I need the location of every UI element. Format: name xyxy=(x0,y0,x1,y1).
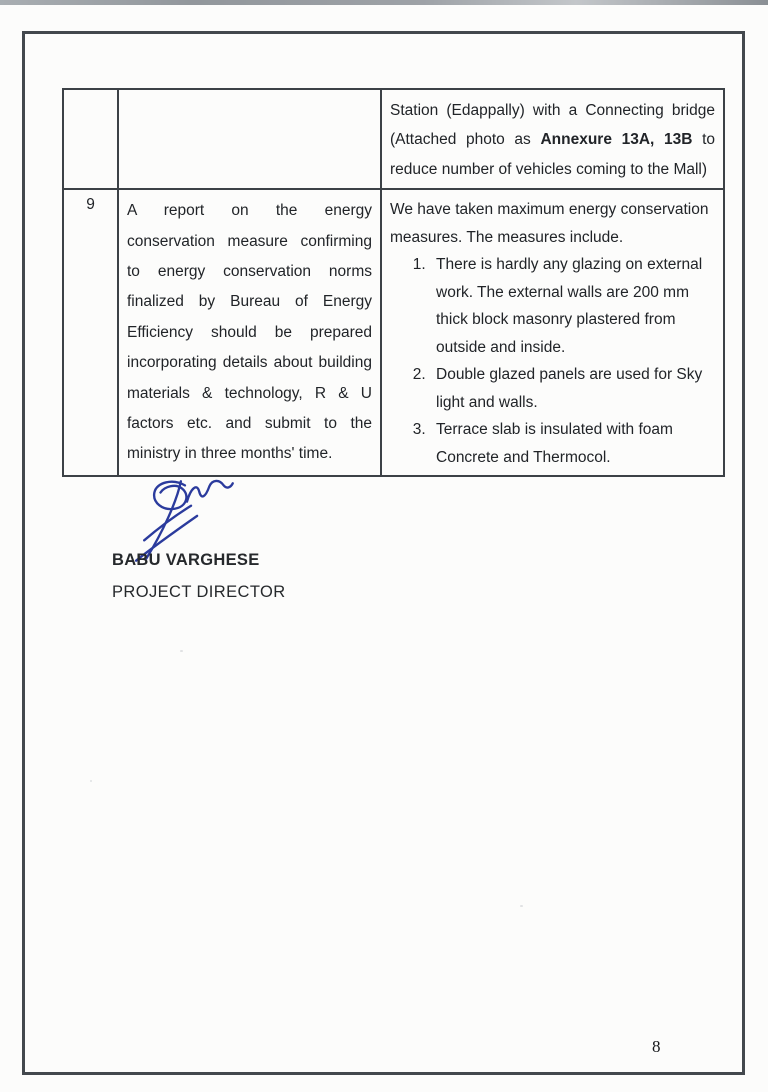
cell-response-continued xyxy=(381,89,724,189)
signatory-name: BABU VARGHESE xyxy=(112,551,260,569)
scan-artifact-strip xyxy=(0,0,768,5)
cell-condition-text: A report on the energy conservation measure confirming to energy conservation norms finalized by Bureau of Energy Efficiency should be prepared incorporating details about building materials & technology, R & U factors etc. and submit to the ministry in three months' time. xyxy=(118,189,381,476)
scan-speckle xyxy=(520,905,523,907)
cell-serial-empty xyxy=(63,89,118,189)
response-measures-list xyxy=(404,251,715,471)
list-item: 2. Double glazed panels are used for Sky light and walls. xyxy=(430,361,715,416)
response-intro: We have taken maximum energy conservation measures. The measures include. xyxy=(390,201,709,246)
list-item: 1. There is hardly any glazing on external work. The external walls are 200 mm thick block masonry plastered from outside and inside. xyxy=(430,251,715,361)
annexure-reference: Annexure 13A, 13B xyxy=(540,131,693,149)
scan-speckle xyxy=(90,780,92,782)
cell-serial-number: 9 xyxy=(63,189,118,476)
page-number: 8 xyxy=(652,1037,661,1056)
table-row xyxy=(63,89,724,189)
response-text: to reduce number of vehicles coming to the Mall) xyxy=(390,131,715,178)
list-item: 3. Terrace slab is insulated with foam Concrete and Thermocol. xyxy=(430,416,715,471)
response-text: Station (Edappally) with a Connecting bridge (Attached photo as xyxy=(390,102,715,149)
table-row xyxy=(63,189,724,476)
signatory-title: PROJECT DIRECTOR xyxy=(112,583,286,601)
cell-response-text xyxy=(381,189,724,476)
scan-speckle xyxy=(180,650,183,652)
compliance-table xyxy=(62,88,725,477)
cell-condition-empty xyxy=(118,89,381,189)
